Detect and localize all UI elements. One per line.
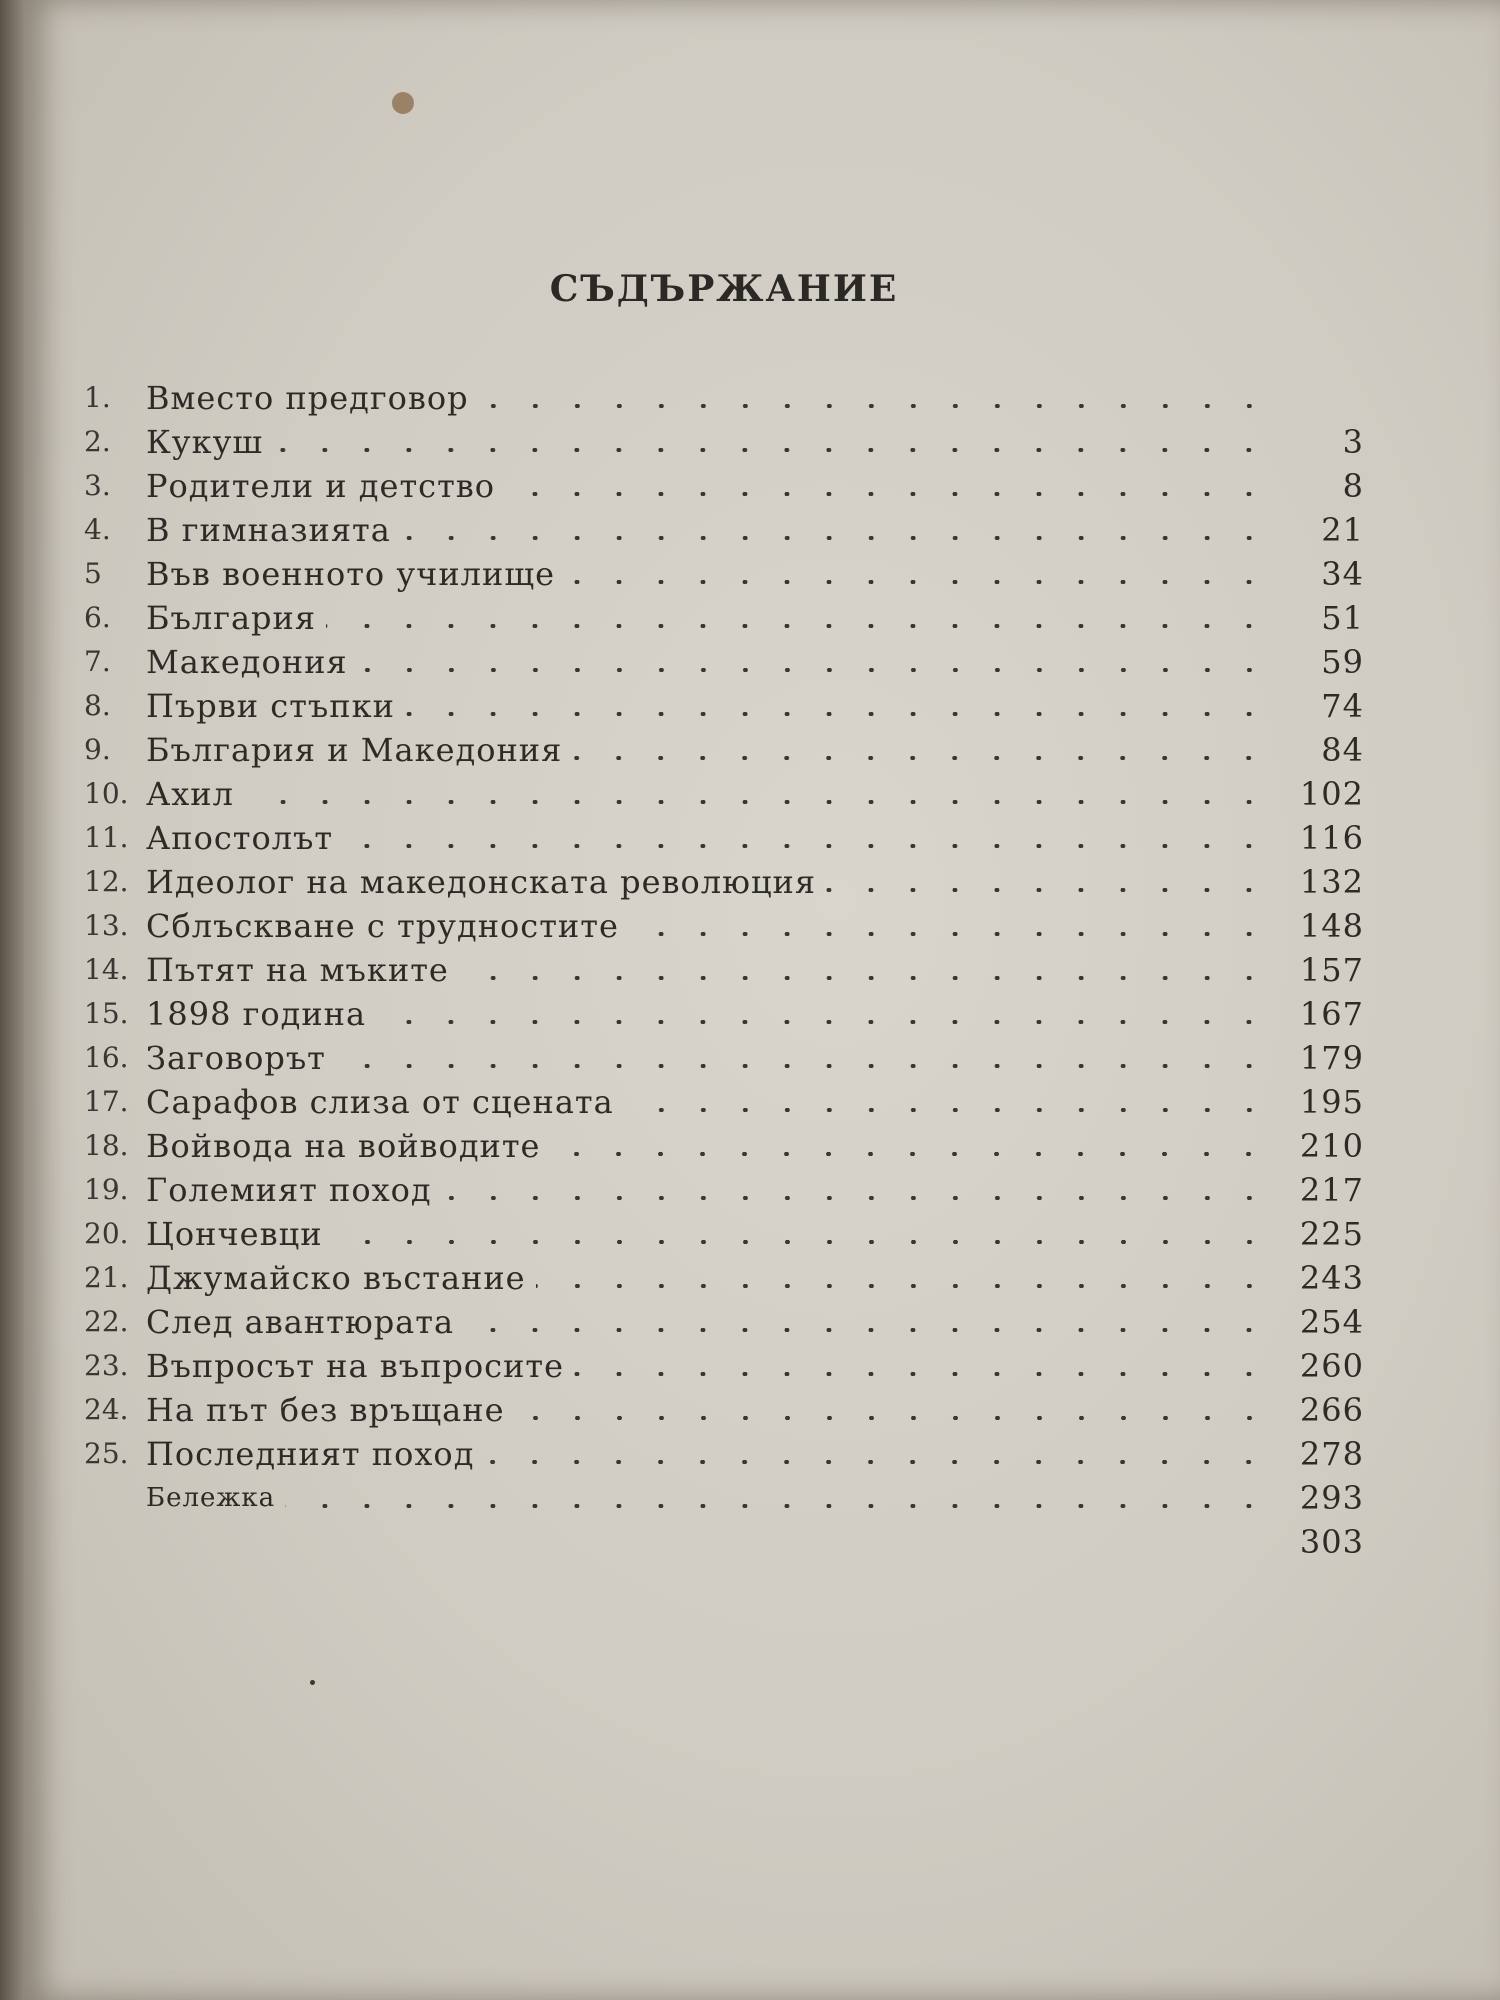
dot-leader	[536, 1284, 1270, 1288]
toc-entry-page: 278	[1299, 1435, 1364, 1473]
toc-entry	[84, 990, 1364, 1034]
toc-entry	[84, 682, 1364, 726]
toc-entry-title: В гимназията	[146, 511, 391, 549]
toc-entry-page: 21	[1321, 511, 1364, 549]
toc-entry-page: 116	[1299, 819, 1364, 857]
toc-entry	[84, 1386, 1364, 1430]
toc-entry-title: Кукуш	[146, 423, 264, 461]
toc-entry-title: На път без връщане	[146, 1391, 505, 1429]
dot-leader	[550, 1152, 1270, 1156]
toc-entry-number: 3.	[84, 469, 111, 502]
toc-entry	[84, 1078, 1364, 1122]
toc-entry	[84, 1210, 1364, 1254]
toc-entry	[84, 902, 1364, 946]
toc-entry-title: Сарафов слиза от сцената	[146, 1083, 614, 1121]
toc-entry-number: 25.	[84, 1437, 129, 1470]
toc-entry-page: 260	[1299, 1347, 1364, 1385]
dot-leader	[156, 1548, 1270, 1552]
toc-entry	[84, 1430, 1364, 1474]
toc-entry	[84, 550, 1364, 594]
toc-entry-page: 217	[1299, 1171, 1364, 1209]
dot-leader	[565, 580, 1270, 584]
stray-dot	[310, 1680, 315, 1685]
toc-entry-title: Апостолът	[146, 819, 334, 857]
dot-leader	[376, 1020, 1270, 1024]
toc-entry-page: 293	[1299, 1479, 1364, 1517]
toc-entry-title: Въпросът на въпросите	[146, 1347, 565, 1385]
toc-entry-title: Големият поход	[146, 1171, 432, 1209]
toc-entry-number: 5	[84, 557, 102, 590]
dot-leader	[343, 844, 1270, 848]
toc-entry-note	[84, 1474, 1364, 1518]
dot-leader	[574, 1372, 1270, 1376]
toc-entry-title: Цончевци	[146, 1215, 323, 1253]
toc-entry-number: 6.	[84, 601, 111, 634]
toc-entry-number: 12.	[84, 865, 129, 898]
toc-entry-number: 17.	[84, 1085, 129, 1118]
dot-leader	[484, 1460, 1270, 1464]
dot-leader	[285, 1504, 1270, 1508]
toc-entry	[84, 506, 1364, 550]
dot-leader	[401, 536, 1270, 540]
toc-entry-page: 179	[1299, 1039, 1364, 1077]
toc-entry-number: 24.	[84, 1393, 129, 1426]
dot-leader	[629, 932, 1270, 936]
toc-entry-title: Пътят на мъките	[146, 951, 449, 989]
toc-entry-number: 20.	[84, 1217, 129, 1250]
toc-entry	[84, 1122, 1364, 1166]
toc-entry-title: Ахил	[146, 775, 234, 813]
toc-entry-page: 3	[1342, 423, 1364, 461]
toc-entry-page: 132	[1299, 863, 1364, 901]
toc-entry-number: 14.	[84, 953, 129, 986]
toc-entry	[84, 1254, 1364, 1298]
toc-trailing-row	[84, 1518, 1364, 1562]
dot-leader	[479, 404, 1270, 408]
dot-leader	[273, 448, 1270, 452]
dot-leader	[442, 1196, 1270, 1200]
toc-entry	[84, 360, 1364, 418]
dot-leader	[464, 1328, 1270, 1332]
book-page	[24, 0, 1500, 2000]
toc-entry-page: 195	[1299, 1083, 1364, 1121]
toc-entry-number: 21.	[84, 1261, 129, 1294]
toc-entry-title: Родители и детство	[146, 467, 496, 505]
dot-leader	[515, 1416, 1271, 1420]
toc-entry	[84, 858, 1364, 902]
dot-leader	[405, 712, 1270, 716]
dot-leader	[326, 624, 1270, 628]
toc-entry	[84, 1342, 1364, 1386]
toc-entry-number: 15.	[84, 997, 129, 1030]
paper-stain	[392, 92, 414, 114]
dot-leader	[624, 1108, 1270, 1112]
toc-entry-page: 59	[1321, 643, 1364, 681]
toc-entry-title: Македония	[146, 643, 348, 681]
toc-entry-title: Войвода на войводите	[146, 1127, 541, 1165]
toc-entry	[84, 946, 1364, 990]
toc-entry-title: Бележка	[146, 1483, 276, 1513]
toc-entry	[84, 638, 1364, 682]
toc-entry-title: Идеолог на македонската революция	[146, 863, 817, 901]
toc-entry	[84, 814, 1364, 858]
toc-entry-number: 4.	[84, 513, 111, 546]
toc-trailing-page: 303	[1299, 1523, 1364, 1561]
toc-entry	[84, 462, 1364, 506]
toc-entry-page: 84	[1321, 731, 1364, 769]
dot-leader	[244, 800, 1270, 804]
toc-entry	[84, 1034, 1364, 1078]
page-title: СЪДЪРЖАНИЕ	[549, 268, 899, 310]
toc-entry-title: 1898 година	[146, 995, 367, 1033]
toc-entry-page: 74	[1321, 687, 1364, 725]
toc-entry-number: 11.	[84, 821, 129, 854]
toc-entry-number: 16.	[84, 1041, 129, 1074]
toc-entry-page: 167	[1299, 995, 1364, 1033]
table-of-contents	[84, 360, 1364, 1562]
toc-entry-page: 254	[1299, 1303, 1364, 1341]
toc-entry-number: 13.	[84, 909, 129, 942]
toc-entry-title: След авантюрата	[146, 1303, 455, 1341]
toc-entry-number: 2.	[84, 425, 111, 458]
toc-entry-title: Вместо предговор	[146, 379, 469, 417]
toc-entry-page: 34	[1321, 555, 1364, 593]
toc-entry	[84, 1298, 1364, 1342]
toc-entry-title: България	[146, 599, 317, 637]
toc-entry	[84, 418, 1364, 462]
toc-entry-page: 148	[1299, 907, 1364, 945]
toc-entry-title: Последният поход	[146, 1435, 475, 1473]
toc-entry-number: 10.	[84, 777, 129, 810]
toc-entry-title: Във военното училище	[146, 555, 555, 593]
toc-entry	[84, 726, 1364, 770]
toc-entry-page: 51	[1321, 599, 1364, 637]
toc-entry-page: 225	[1299, 1215, 1364, 1253]
toc-entry	[84, 594, 1364, 638]
toc-entry-number: 1.	[84, 381, 111, 414]
dot-leader	[333, 1240, 1270, 1244]
dot-leader	[505, 492, 1270, 496]
toc-entry-page: 266	[1299, 1391, 1364, 1429]
toc-entry-page: 102	[1299, 775, 1364, 813]
toc-entry-number: 23.	[84, 1349, 129, 1382]
toc-entry-number: 9.	[84, 733, 111, 766]
toc-entry-title: Първи стъпки	[146, 687, 395, 725]
toc-entry-number: 18.	[84, 1129, 129, 1162]
toc-entry-title: Джумайско въстание	[146, 1259, 526, 1297]
toc-entry-number: 22.	[84, 1305, 129, 1338]
toc-entry-page: 157	[1299, 951, 1364, 989]
toc-entry-number: 8.	[84, 689, 111, 722]
dot-leader	[826, 888, 1270, 892]
toc-entry-page: 8	[1342, 467, 1364, 505]
toc-entry	[84, 770, 1364, 814]
toc-entry-page: 210	[1299, 1127, 1364, 1165]
toc-entry-number: 19.	[84, 1173, 129, 1206]
toc-entry	[84, 1166, 1364, 1210]
dot-leader	[459, 976, 1270, 980]
toc-entry-page: 243	[1299, 1259, 1364, 1297]
dot-leader	[336, 1064, 1270, 1068]
toc-entry-title: Сблъскване с трудностите	[146, 907, 619, 945]
dot-leader	[358, 668, 1270, 672]
dot-leader	[572, 756, 1270, 760]
toc-entry-title: Заговорът	[146, 1039, 326, 1077]
toc-entry-title: България и Македония	[146, 731, 563, 769]
toc-entry-number: 7.	[84, 645, 111, 678]
